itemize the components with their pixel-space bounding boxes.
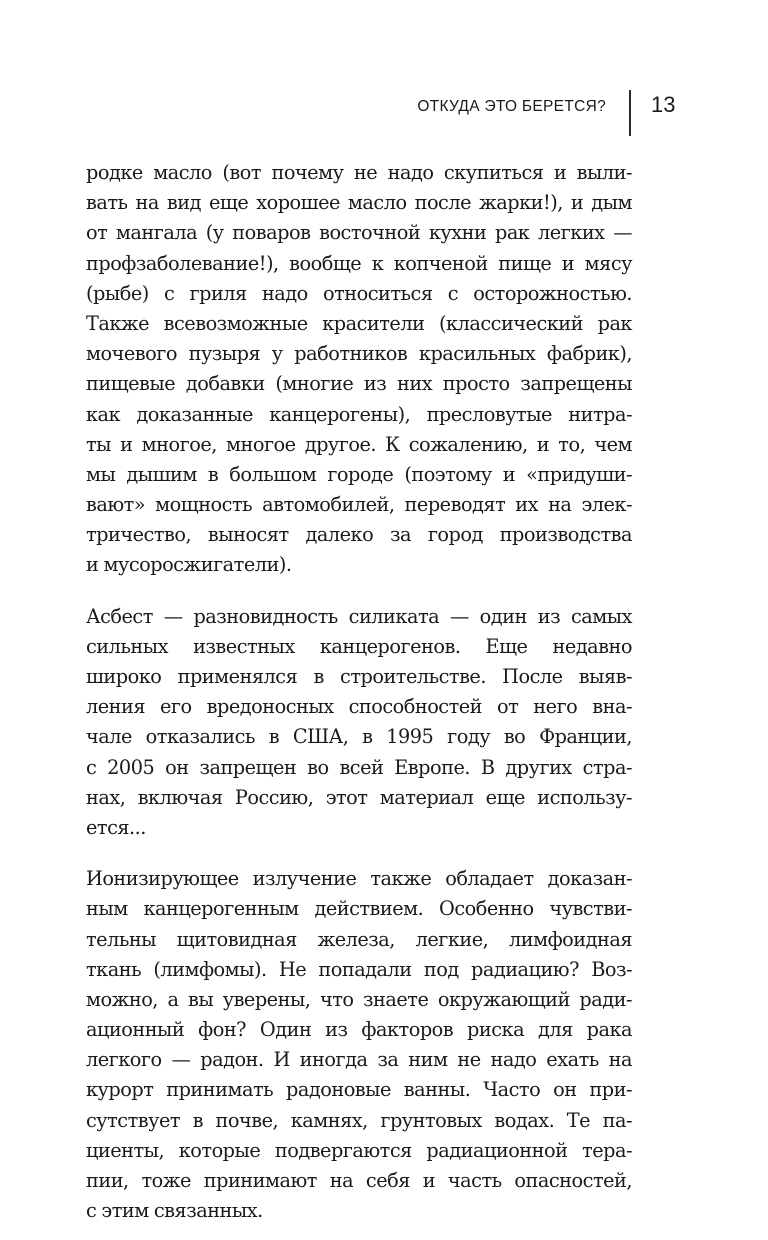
header-divider <box>629 90 631 136</box>
text-line: и мусоросжигатели). <box>86 553 292 577</box>
text-line: циенты, которые подвергаются радиационной тера- <box>86 1138 632 1162</box>
text-line: вать на вид еще хорошее масло после жарки!), и дым <box>86 191 632 215</box>
text-line: с 2005 он запрещен во всей Европе. В других стра- <box>86 755 632 779</box>
text-line: ткань (лимфомы). Не попадали под радиацию? Воз- <box>86 957 632 981</box>
text-line: тричество, выносят далеко за город производства <box>86 523 632 547</box>
text-line: ным канцерогенным действием. Особенно чувстви- <box>86 897 632 921</box>
text-line: ты и многое, многое другое. К сожалению, и то, чем <box>86 432 632 456</box>
text-line: как доказанные канцерогены), пресловутые нитра- <box>86 402 632 426</box>
text-line: нах, включая Россию, этот материал еще использу- <box>86 785 632 809</box>
text-line: (рыбе) с гриля надо относиться с осторожностью. <box>86 281 632 305</box>
body-text <box>86 158 632 1226</box>
text-line: широко применялся в строительстве. После выяв- <box>86 665 632 688</box>
text-line: ационный фон? Один из факторов риска для рака <box>86 1018 632 1042</box>
running-head <box>0 90 768 136</box>
text-line: легкого — радон. И иногда за ним не надо ехать на <box>86 1048 632 1072</box>
text-line: ется... <box>86 815 146 839</box>
text-line: Также всевозможные красители (классический рак <box>86 311 632 335</box>
text-line: родке масло (вот почему не надо скупиться и выли- <box>86 161 632 184</box>
text-line: мы дышим в большом городе (поэтому и «придуши- <box>86 462 632 486</box>
text-line: вают» мощность автомобилей, переводят их на элек- <box>86 493 632 517</box>
page-number: 13 <box>651 92 676 117</box>
text-line: пии, тоже принимают на себя и часть опасностей, <box>86 1169 632 1192</box>
paragraph <box>86 158 632 581</box>
paragraph-gap <box>86 581 632 602</box>
text-line: сильных известных канцерогенов. Еще недавно <box>86 634 632 658</box>
text-line: от мангала (у поваров восточной кухни рак легких — <box>86 221 632 245</box>
text-line: ления его вредоносных способностей от него вна- <box>86 695 632 719</box>
text-line: курорт принимать радоновые ванны. Часто он при- <box>86 1078 632 1102</box>
text-line: чале отказались в США, в 1995 году во Франции, <box>86 725 632 749</box>
text-line: мочевого пузыря у работников красильных фабрик), <box>86 342 632 366</box>
paragraph <box>86 864 632 1226</box>
section-title: ОТКУДА ЭТО БЕРЕТСЯ? <box>417 98 606 115</box>
text-line: можно, а вы уверены, что знаете окружающий ради- <box>86 987 632 1011</box>
paragraph <box>86 602 632 844</box>
text-line: Асбест — разновидность силиката — один из самых <box>86 604 632 628</box>
paragraph-gap <box>86 843 632 864</box>
text-line: сутствует в почве, камнях, грунтовых водах. Те па- <box>86 1108 632 1132</box>
text-line: тельны щитовидная железа, легкие, лимфоидная <box>86 927 632 951</box>
text-line: профзаболевание!), вообще к копченой пище и мясу <box>86 251 632 275</box>
text-line: Ионизирующее излучение также обладает доказан- <box>86 867 632 891</box>
text-line: с этим связанных. <box>86 1199 263 1223</box>
text-line: пищевые добавки (многие из них просто запрещены <box>86 372 632 396</box>
